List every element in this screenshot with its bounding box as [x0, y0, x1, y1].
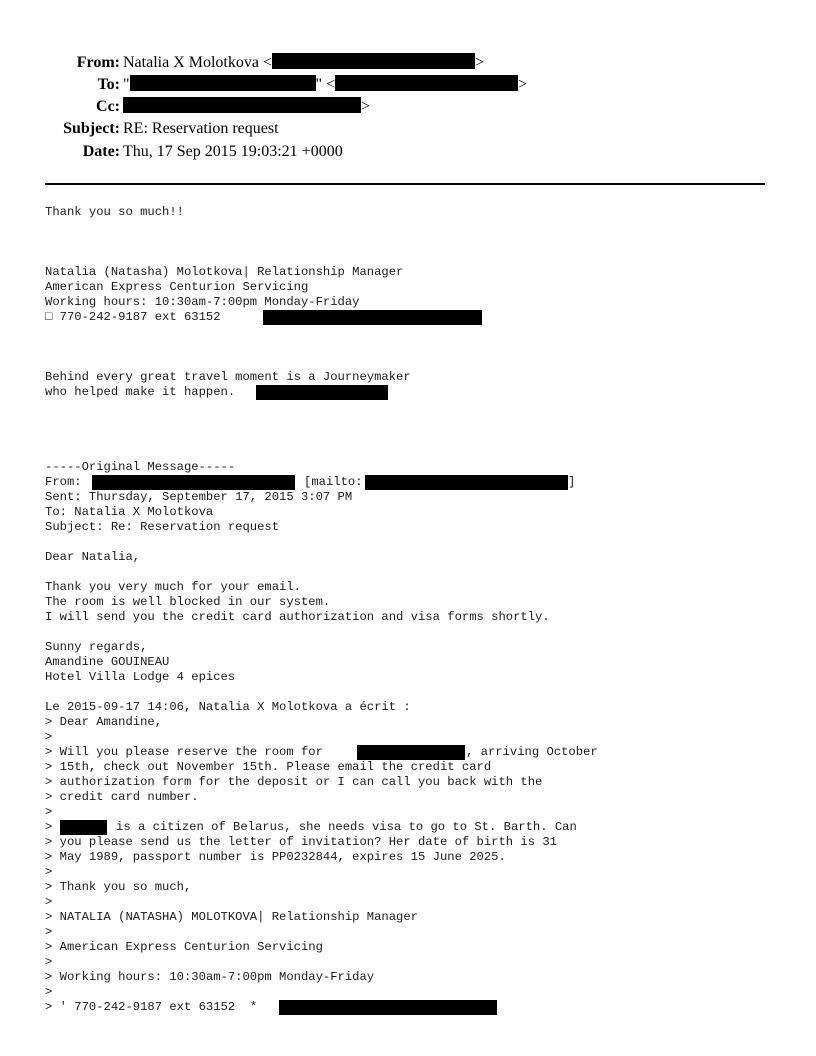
quoted-line: > May 1989, passport number is PP0232844, expires 15 June 2025.	[45, 850, 506, 864]
header-cc-row	[0, 96, 816, 118]
redaction-box	[365, 475, 568, 490]
cc-label: Cc:	[96, 98, 120, 115]
redaction-box	[335, 75, 518, 91]
quoted-line: > you please send us the letter of invitation? Her date of birth is 31	[45, 835, 557, 849]
signature-phone: □ 770-242-9187 ext 63152	[45, 310, 221, 324]
quoted-line: is a citizen of Belarus, she needs visa to go to St. Barth. Can	[116, 820, 577, 834]
quoted-line: > Thank you so much,	[45, 880, 192, 894]
redaction-box	[130, 75, 316, 91]
quoted-line: > Dear Amandine,	[45, 715, 163, 729]
date-value: Thu, 17 Sep 2015 19:03:21 +0000	[123, 143, 343, 160]
body-line: Dear Natalia,	[45, 550, 141, 564]
to-mid: " <	[315, 76, 336, 93]
signature-line: Working hours: 10:30am-7:00pm Monday-Friday	[45, 295, 360, 309]
to-label: To:	[97, 76, 120, 93]
header-from-row	[0, 52, 816, 74]
tagline-line: Behind every great travel moment is a Journeymaker	[45, 370, 411, 384]
quoted-line: >	[45, 985, 53, 999]
redaction-box	[263, 310, 482, 325]
redaction-box	[123, 97, 361, 113]
quoted-line: > NATALIA (NATASHA) MOLOTKOVA| Relationship Manager	[45, 910, 418, 924]
from-label: From:	[76, 54, 120, 71]
redaction-box	[279, 1000, 497, 1015]
signature-line: American Express Centurion Servicing	[45, 280, 309, 294]
tagline-line: who helped make it happen.	[45, 385, 236, 399]
orig-mailto: [mailto:	[304, 475, 363, 489]
redaction-box	[357, 745, 465, 760]
redaction-box	[92, 475, 295, 490]
quote-header: Le 2015-09-17 14:06, Natalia X Molotkova a écrit :	[45, 700, 411, 714]
from-name: Natalia X Molotkova <	[123, 54, 272, 71]
from-value	[123, 52, 484, 74]
quoted-line: > 15th, check out November 15th. Please email the credit card	[45, 760, 492, 774]
body-line: Hotel Villa Lodge 4 epices	[45, 670, 236, 684]
quoted-line: > American Express Centurion Servicing	[45, 940, 323, 954]
quoted-line: >	[45, 895, 53, 909]
quoted-line: >	[45, 865, 53, 879]
header-divider	[45, 183, 765, 185]
to-close: >	[518, 76, 528, 93]
to-open-quote: "	[123, 76, 130, 93]
from-close: >	[475, 54, 485, 71]
subject-value: RE: Reservation request	[123, 120, 279, 137]
body-line: The room is well blocked in our system.	[45, 595, 331, 609]
header-subject-row	[0, 118, 816, 140]
quoted-line: , arriving October	[466, 745, 598, 759]
header-date-row	[0, 141, 816, 163]
orig-mailto-close: ]	[568, 475, 576, 489]
quoted-line: > Working hours: 10:30am-7:00pm Monday-Friday	[45, 970, 375, 984]
orig-subject: Subject: Re: Reservation request	[45, 520, 280, 534]
body-line: Thank you very much for your email.	[45, 580, 301, 594]
cc-close: >	[361, 98, 371, 115]
orig-sent: Sent: Thursday, September 17, 2015 3:07 PM	[45, 490, 353, 504]
redaction-box	[272, 53, 475, 69]
quoted-line: > authorization form for the deposit or I can call you back with the	[45, 775, 543, 789]
to-value	[123, 74, 527, 96]
cc-value	[123, 96, 370, 118]
body-line: I will send you the credit card authorization and visa forms shortly.	[45, 610, 550, 624]
original-message-separator: -----Original Message-----	[45, 460, 236, 474]
header-to-row	[0, 74, 816, 96]
orig-from-label: From:	[45, 475, 82, 489]
quoted-phone: > ' 770-242-9187 ext 63152 *	[45, 1000, 258, 1014]
quoted-line: >	[45, 955, 53, 969]
quoted-line: >	[45, 805, 53, 819]
quoted-line: > credit card number.	[45, 790, 199, 804]
quoted-line: >	[45, 925, 53, 939]
body-line: Amandine GOUINEAU	[45, 655, 170, 669]
quoted-line: >	[45, 730, 53, 744]
subject-label: Subject:	[63, 120, 120, 137]
quoted-line: > Will you please reserve the room for	[45, 745, 323, 759]
date-label: Date:	[82, 143, 120, 160]
signature-line: Natalia (Natasha) Molotkova| Relationship Manager	[45, 265, 404, 279]
redaction-box	[256, 385, 388, 400]
orig-to: To: Natalia X Molotkova	[45, 505, 214, 519]
redaction-box	[60, 820, 107, 835]
body-line: Thank you so much!!	[45, 205, 184, 219]
quoted-line: >	[45, 820, 53, 834]
body-line: Sunny regards,	[45, 640, 148, 654]
